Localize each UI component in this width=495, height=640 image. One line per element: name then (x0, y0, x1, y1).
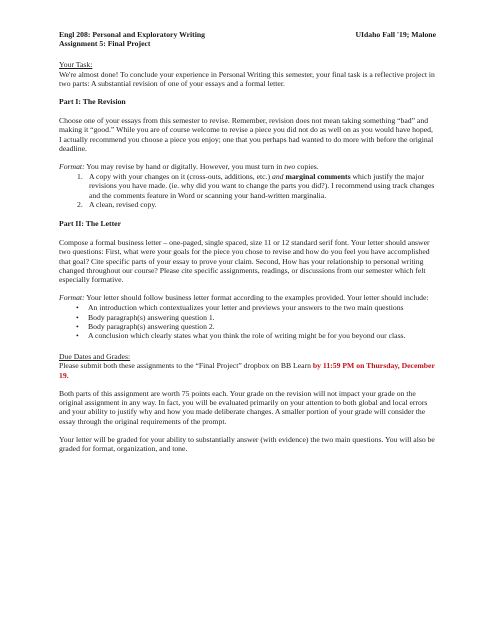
task-section (59, 60, 436, 88)
format-label: Format: (59, 162, 85, 172)
bullet-icon: • (76, 303, 79, 313)
bullet-icon: • (76, 312, 79, 322)
list-item: • Body paragraph(s) answering question 1. (76, 312, 215, 322)
format-label: Format: (59, 293, 85, 303)
assignment-document (59, 30, 436, 453)
part1-body: Choose one of your essays from this semester to revise. Remember, revision does not mean taking something “bad” and making it “good.” While you are of course welcome to revise a piece you did not do as well on as you would have hoped, I actually recommend you choose a piece you enjoy; one that you perhaps had wanted to do more with before the original deadline. (59, 116, 434, 153)
letter-grading-paragraph: Your letter will be graded for your ability to substantially answer (with evidence) the two main questions. You will also be graded for format, organization, and tone. (59, 434, 435, 453)
part2-body: Compose a formal business letter – one-paged, single spaced, size 11 or 12 standard serif font. Your letter should answer two questions: First, what were your goals for the piece you chose to revise and how do you feel you have accomplished that goal? Cite specific parts of your essay to prove your claim. Second, How has your relationship to personal writing changed throughout our course? Please cite specific assignments, readings, or discussions from our semester which felt especially formative. (59, 238, 430, 285)
task-heading: Your Task: (59, 60, 93, 70)
revision-list (59, 172, 436, 209)
list-item: 1. A copy with your changes on it (cross-outs, additions, etc.) and marginal comments which justify the major revisions you have made. (ie. why did you want to change the parts you did?). I recommend using track changes and the comments feature in Word or scanning your hand-written marginalia. (77, 172, 435, 200)
part1-format: Format: You may revise by hand or digitally. However, you must turn in two copies. (59, 162, 319, 172)
part2-format: Format: Your letter should follow business letter format according to the examples provided. Your letter should include: (59, 293, 429, 303)
deadline-text: by 11:59 PM on Thursday, December 19. (59, 361, 435, 380)
due-heading: Due Dates and Grades: (59, 352, 131, 362)
bullet-icon: • (76, 331, 79, 341)
list-item: • Body paragraph(s) answering question 2. (76, 321, 215, 331)
list-item: • An introduction which contextualizes your letter and previews your answers to the two main questions (76, 303, 404, 313)
due-section (59, 352, 436, 380)
list-item: 2. A clean, revised copy. (77, 199, 157, 209)
assignment-title: Assignment 5: Final Project (59, 39, 151, 49)
term-instructor: UIdaho Fall '19; Malone (355, 30, 436, 39)
part1-heading: Part I: The Revision (59, 97, 126, 107)
bullet-icon: • (76, 321, 79, 331)
list-item: • A conclusion which clearly states what you think the role of writing might be for you beyond our class. (76, 331, 406, 341)
part2-heading: Part II: The Letter (59, 219, 121, 229)
course-title: Engl 208: Personal and Exploratory Writing (59, 30, 206, 39)
letter-requirements-list (59, 303, 436, 340)
document-header (59, 30, 436, 39)
due-instructions: Please submit both these assignments to the “Final Project” dropbox on BB Learn by 11:59 PM on Thursday, December 19. (59, 361, 435, 380)
grading-paragraph: Both parts of this assignment are worth 75 points each. Your grade on the revision will not impact your grade on the original assignment in any way. In fact, you will be evaluated primarily on your attention to both global and local errors and your ability to justify why and how you made deliberate changes. A smaller portion of your grade will consider the essay through the original requirements of the prompt. (59, 388, 428, 426)
task-body: We're almost done! To conclude your experience in Personal Writing this semester, your final task is a reflective project in two parts: A substantial revision of one of your essays and a formal letter. (59, 69, 435, 88)
